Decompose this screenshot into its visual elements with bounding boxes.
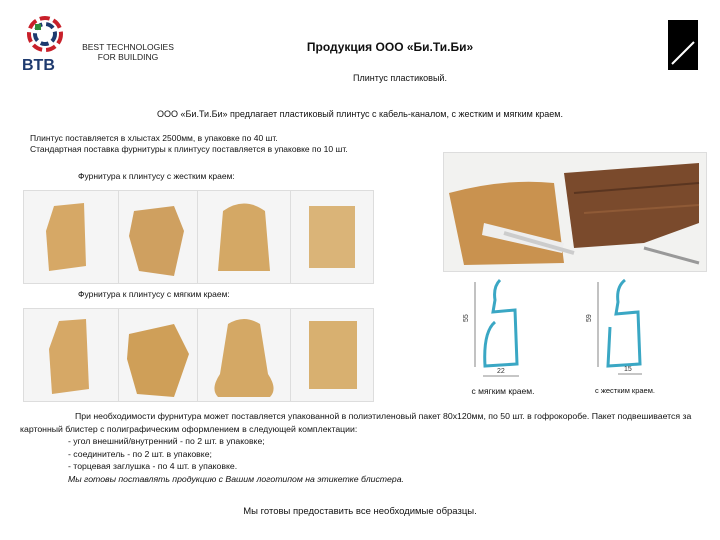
hard-end-cap-photo	[23, 190, 119, 284]
tagline	[78, 42, 178, 62]
supply-line2: Стандартная поставка фурнитуры к плинтусу поставляется в упаковке по 10 шт.	[30, 144, 348, 154]
logo-text: BTB	[22, 57, 55, 72]
packaging-paragraph: При необходимости фурнитура может поставляется упакованной в полиэтиленовый пакет 80х120мм, по 50 шт. в гофрокоробе. Пакет подвешивается за картонный блистер с полиграфическим оформлением в следующей комплектации:	[20, 411, 692, 434]
soft-height-dim: 55	[463, 314, 470, 322]
soft-edge-label: Фурнитура к плинтусу с мягким краем:	[78, 289, 230, 299]
packaging-item-connector: - соединитель - по 2 шт. в упаковке;	[68, 448, 212, 459]
hard-corner-inner-photo	[197, 190, 291, 284]
soft-base-dim: 22	[497, 368, 505, 375]
packaging-item-corner: - угол внешний/внутренний - по 2 шт. в упаковке;	[68, 436, 265, 446]
hard-profile-drawing	[570, 272, 690, 384]
soft-corner-inner-photo	[197, 308, 291, 402]
soft-end-cap-photo	[23, 308, 119, 402]
offer-text: ООО «Би.Ти.Би» предлагает пластиковый плинтус с кабель-каналом, с жестким и мягким краем.	[157, 109, 563, 119]
soft-profile-caption: с мягким краем.	[471, 386, 535, 396]
tagline-line1: BEST TECHNOLOGIES	[82, 42, 174, 52]
logo-note: Мы готовы поставлять продукцию с Вашим логотипом на этикетке блистера.	[68, 473, 404, 484]
hard-profile-caption: с жестким краем.	[595, 386, 655, 395]
hard-base-dim: 15	[624, 366, 632, 373]
packaging-item-endcap: - торцевая заглушка - по 4 шт. в упаковке.	[68, 461, 238, 471]
hard-connector-photo	[290, 190, 374, 284]
tagline-line2: FOR BUILDING	[97, 52, 159, 62]
hard-height-dim: 59	[586, 314, 593, 322]
supply-info	[30, 133, 450, 155]
subtitle: Плинтус пластиковый.	[353, 73, 447, 83]
soft-connector-photo	[290, 308, 374, 402]
baseboard-photo	[443, 152, 707, 272]
corner-mark	[668, 20, 698, 70]
packaging-info	[20, 410, 700, 485]
btb-logo	[20, 12, 70, 72]
soft-profile-drawing	[455, 272, 565, 384]
samples-note: Мы готовы предоставить все необходимые образцы.	[243, 506, 477, 517]
hard-edge-label: Фурнитура к плинтусу с жестким краем:	[78, 171, 235, 181]
page-title: Продукция ООО «Би.Ти.Би»	[306, 40, 474, 54]
soft-corner-outer-photo	[118, 308, 198, 402]
supply-line1: Плинтус поставляется в хлыстах 2500мм, в упаковке по 40 шт.	[30, 133, 278, 143]
hard-corner-outer-photo	[118, 190, 198, 284]
